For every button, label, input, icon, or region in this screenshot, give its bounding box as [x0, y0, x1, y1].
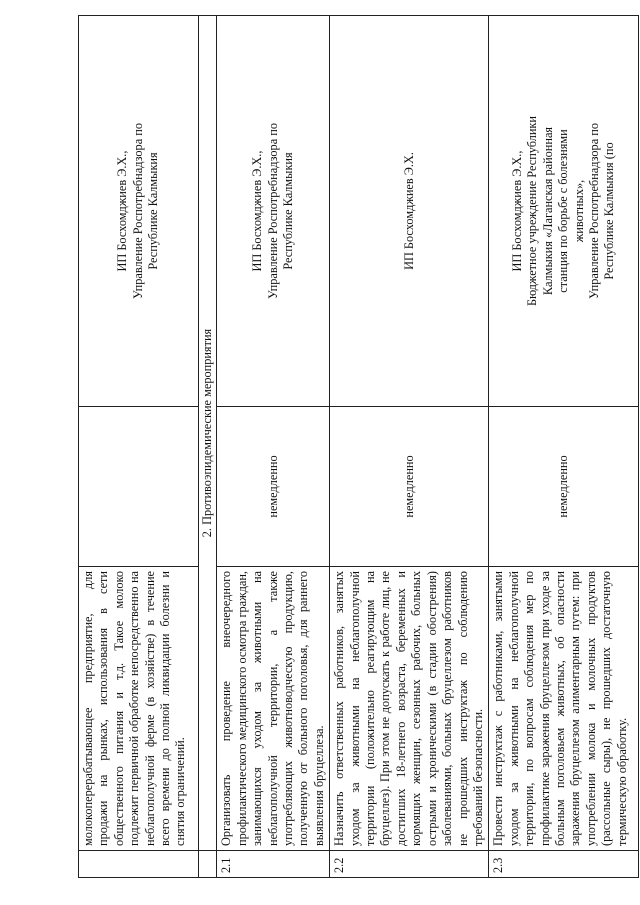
- section-header-row: [199, 16, 217, 878]
- responsible-line: Управление Роспотребнадзора по: [586, 123, 601, 299]
- deadline: немедленно: [217, 407, 330, 567]
- responsible-line: станция по борьбе с болезнями: [556, 129, 571, 293]
- deadline: немедленно: [330, 407, 489, 567]
- responsible-line: ИП Босхомджиев Э.Х.,: [509, 150, 524, 272]
- responsible-line: Республике Калмыкия: [146, 152, 161, 270]
- responsible-line: ИП Босхомджиев Э.Х.: [401, 152, 416, 270]
- row-number: [79, 851, 199, 878]
- table-row: [489, 16, 639, 878]
- responsible-line: ИП Босхомджиев Э.Х.,: [115, 150, 130, 272]
- table-row: [217, 16, 330, 878]
- rotated-table-sheet: [78, 16, 629, 878]
- responsible-line: Управление Роспотребнадзора по: [130, 123, 145, 299]
- responsible: [79, 16, 199, 407]
- row-number: 2.1: [217, 851, 330, 878]
- table-row: [79, 16, 199, 878]
- measure-text: молокоперерабатывающее предприятие, для продажи на рынках, использования в сети общественного питания и т.д. Такое молоко подлежит первичной обработке непосредственно на неблагополучной ферме (в хозяйстве) в течение всего времени до полной ликвидации болезни и снятия ограничений.: [79, 567, 199, 851]
- responsible: [330, 16, 489, 407]
- section-title: 2. Противоэпидемические мероприятия: [199, 16, 217, 851]
- row-number: 2.3: [489, 851, 639, 878]
- measure-text: Провести инструктаж с работниками, занятыми уходом за животными на неблагополучной территории, по вопросам соблюдения мер по профилактике заражения бруцеллезом при уходе за больным поголовьем животных, об опасности заражения бруцеллезом алиментарным путем: при употреблении молока и молочных продуктов (рассольные сыры), не прошедших достаточную термическую обработку.: [489, 567, 639, 851]
- responsible-line: Республике Калмыкия: [281, 152, 296, 270]
- deadline: [79, 407, 199, 567]
- responsible-line: Республике Калмыкия (по: [602, 142, 617, 280]
- responsible: [217, 16, 330, 407]
- responsible-line: ИП Босхомджиев Э.Х.,: [250, 150, 265, 272]
- responsible-line: животных»,: [571, 179, 586, 243]
- measure-text: Организовать проведение внеочередного профилактического медицинского осмотра граждан, занимающихся уходом за животными на неблагополучной территории, а также употребляющих животноводческую продукцию, полученную от больного поголовья, для раннего выявления бруцеллеза.: [217, 567, 330, 851]
- responsible-line: Бюджетное учреждение Республики: [525, 116, 540, 306]
- measure-text: Назначить ответственных работников, занятых уходом за животными на неблагополучной территории (положительно реагирующим на бруцеллез). При этом не допускать к работе лиц, не достигших 18-летнего возраста, беременных и кормящих женщин, сезонных рабочих, больных острыми и хроническими (в стадии обострения) заболеваниями, больных бруцеллезом работников не прошедших инструктаж по соблюдению требований безопасности.: [330, 567, 489, 851]
- responsible: [489, 16, 639, 407]
- deadline: немедленно: [489, 407, 639, 567]
- row-number: 2.2: [330, 851, 489, 878]
- responsible-line: Управление Роспотребнадзора по: [265, 123, 280, 299]
- table-row: [330, 16, 489, 878]
- measures-table: [78, 15, 639, 878]
- responsible-line: Калмыкия «Лаганская районная: [540, 126, 555, 296]
